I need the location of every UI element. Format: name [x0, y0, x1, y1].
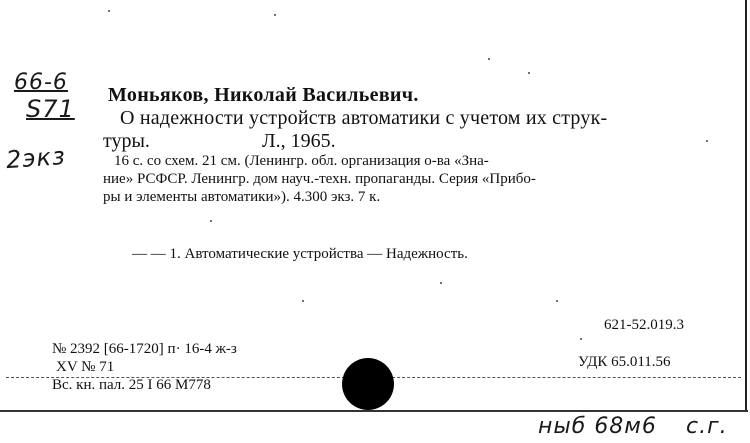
card-right-edge	[745, 0, 747, 412]
scan-speck	[556, 300, 558, 302]
bibliographic-number-line-2: XV № 71	[56, 359, 115, 375]
handwritten-call-number-top: 66-6	[14, 70, 68, 95]
imprint: Л., 1965.	[262, 130, 336, 152]
scan-speck	[488, 58, 490, 60]
classification-number: 621-52.019.3	[604, 317, 684, 333]
scan-speck	[440, 282, 442, 284]
punch-hole	[342, 358, 394, 410]
handwritten-call-number-bottom: S71	[26, 95, 75, 123]
author-heading: Моньяков, Николай Васильевич.	[108, 84, 419, 106]
card-bottom-edge	[0, 410, 748, 412]
scan-speck	[210, 220, 212, 222]
title-line-1: О надежности устройств автоматики с учетом их струк-	[120, 107, 608, 129]
udc-number: УДК 65.011.56	[578, 354, 671, 370]
subject-tracing: — — 1. Автоматические устройства — Надежность.	[132, 246, 468, 262]
scan-speck	[706, 140, 708, 142]
bibliographic-number-line-3: Вс. кн. пал. 25 I 66 М778	[52, 377, 211, 393]
handwritten-bottom-right-note: с.г.	[686, 414, 728, 439]
description-line-2: ние» РСФСР. Ленингр. дом науч.-техн. пропаганды. Серия «Прибо-	[103, 171, 536, 187]
handwritten-bottom-note: ныб 68м6	[538, 414, 657, 439]
scan-speck	[274, 14, 276, 16]
handwritten-copies-note: 2экз	[5, 141, 67, 175]
scan-speck	[528, 72, 530, 74]
scan-speck	[580, 338, 582, 340]
scan-speck	[108, 10, 110, 12]
title-line-2: туры.	[103, 130, 150, 152]
description-line-1: 16 с. со схем. 21 см. (Ленингр. обл. организация о-ва «Зна-	[114, 153, 489, 169]
description-line-3: ры и элементы автоматики»). 4.300 экз. 7 к.	[103, 189, 381, 205]
scan-speck	[302, 300, 304, 302]
bibliographic-number-line-1: № 2392 [66-1720] п· 16-4 ж-з	[52, 341, 237, 357]
